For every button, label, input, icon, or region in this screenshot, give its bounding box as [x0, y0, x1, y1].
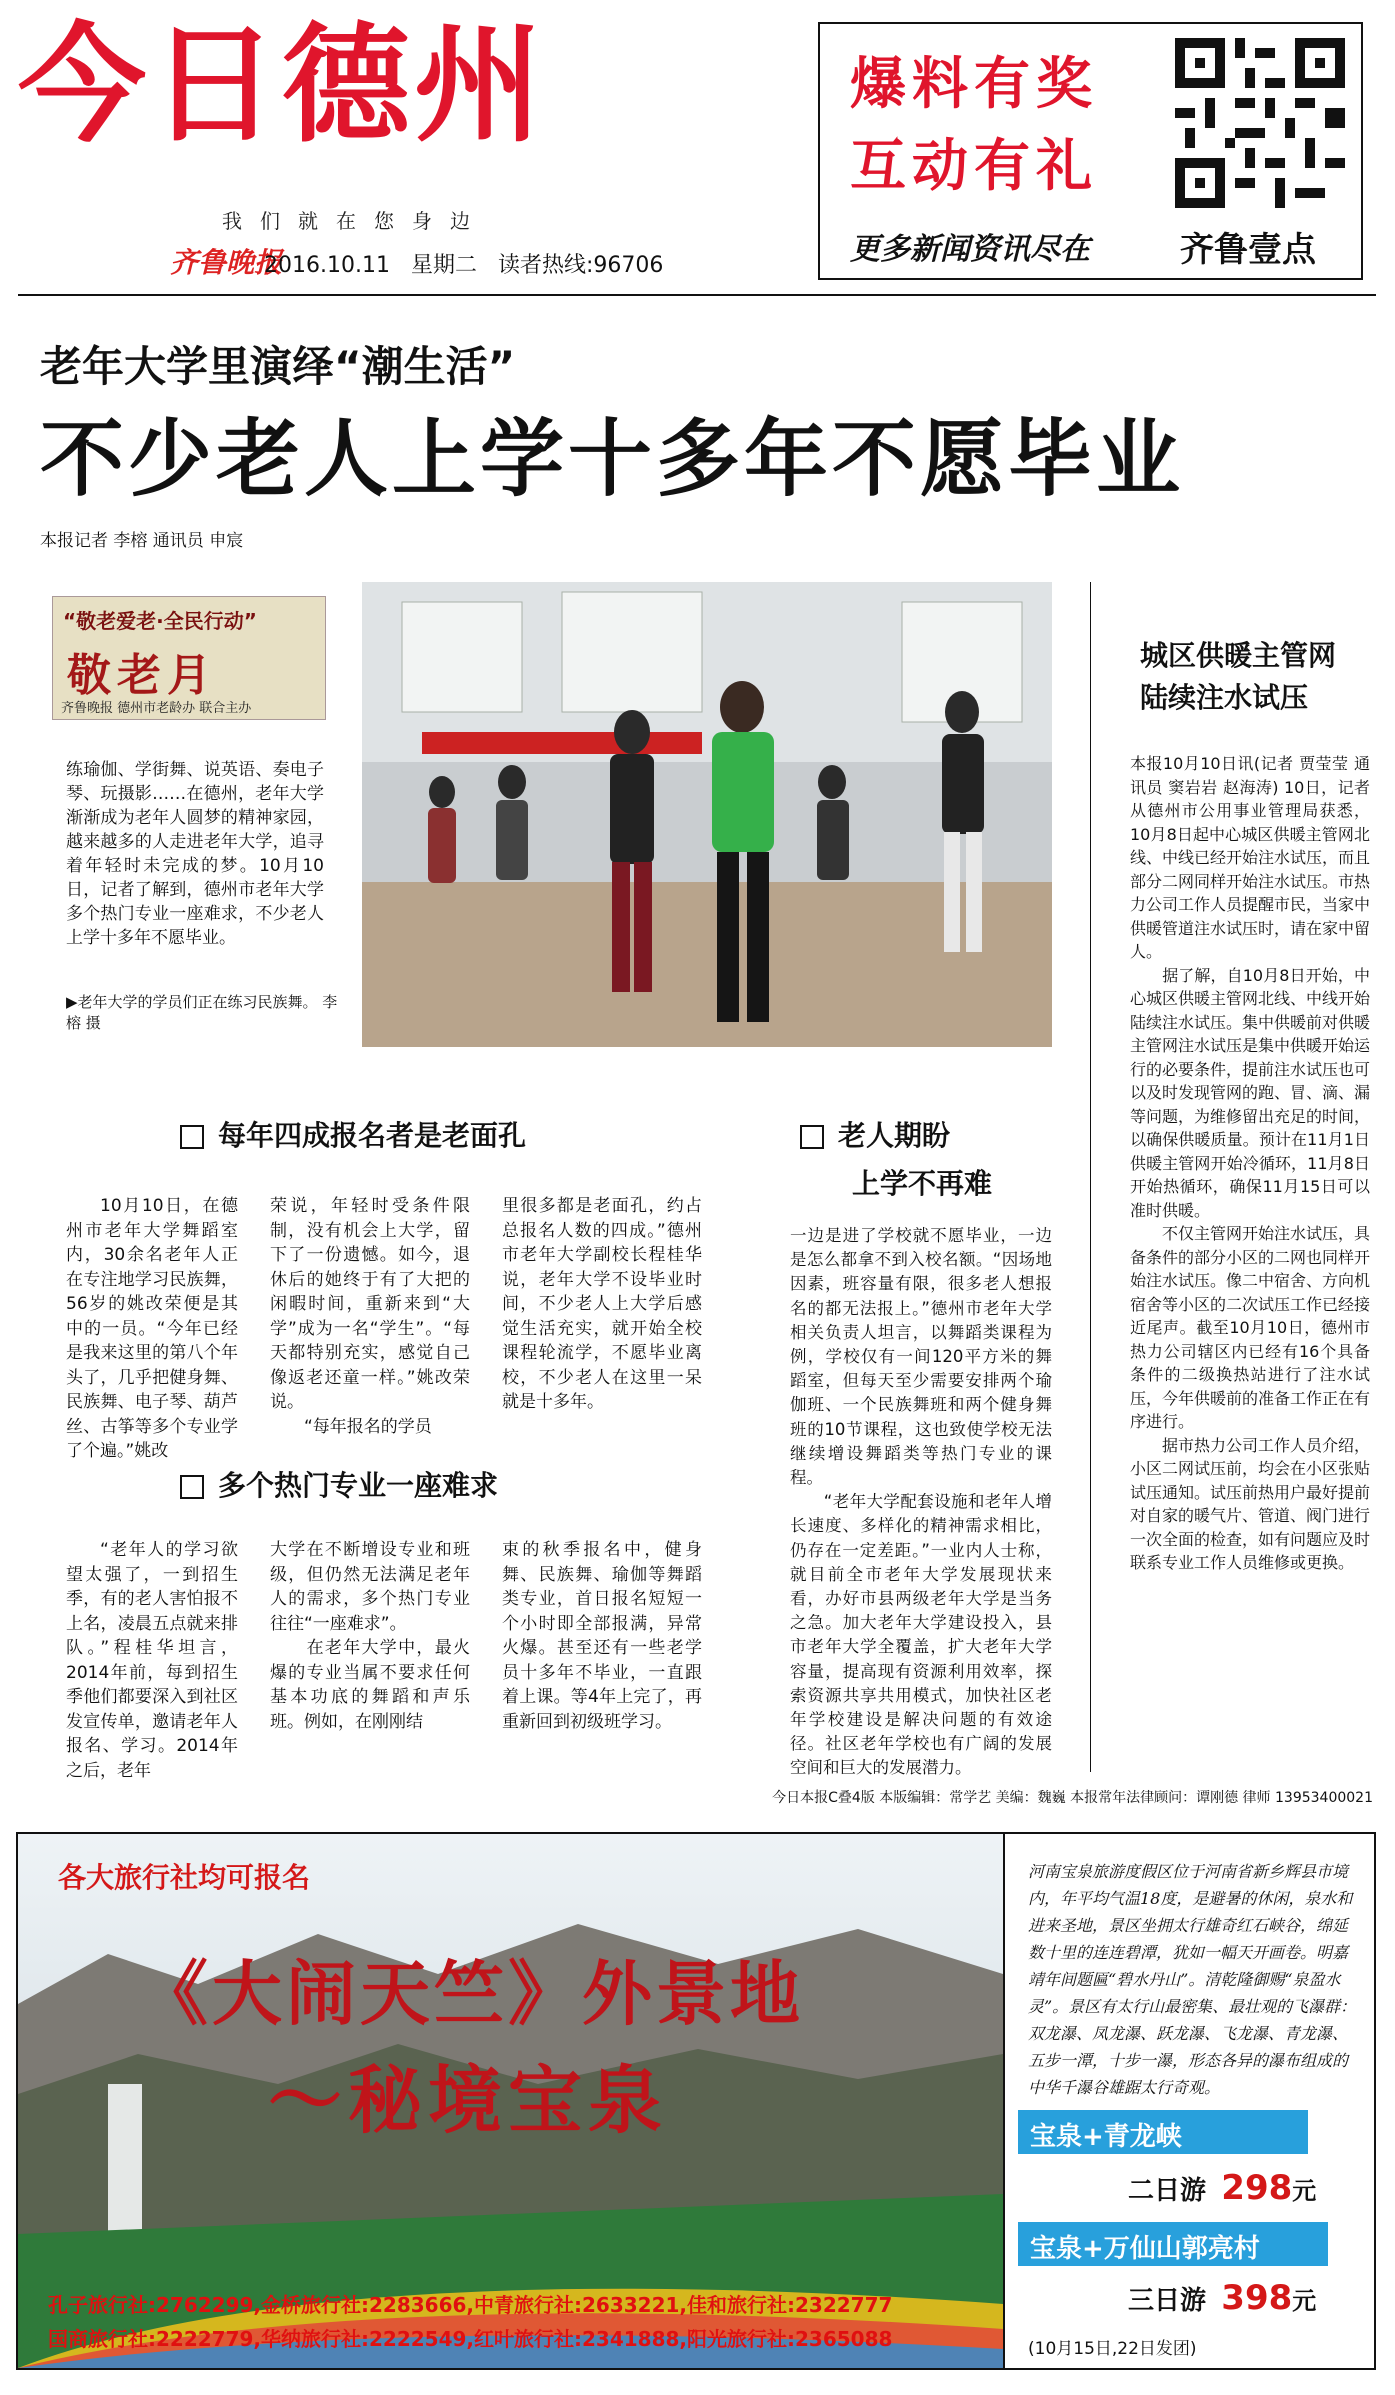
page-footer: 今日本报C叠4版 本版编辑：常学艺 美编：魏巍 本报常年法律顾问：谭刚德 律师 13953400021 [772, 1790, 1373, 1806]
side-headline-line-1: 城区供暖主管网 [1140, 639, 1337, 672]
article-headline: 不少老人上学十多年不愿毕业 [40, 410, 1185, 508]
section-1-col-3: 里很多都是老面孔，约占总报名人数的四成。”德州市老年大学副校长程桂华说，老年大学不设毕业时间，不少老人上大学后感觉生活充实，就开始全校课程轮流学，不愿毕业离校，不少老人在这里一呆就是十多年。 [502, 1196, 702, 1412]
section-3-body: 一边是进了学校就不愿毕业，一边是怎么都拿不到入校名额。“因场地因素，班容量有限，很多老人想报名的都无法报上。”德州市老年大学相关负责人坦言，以舞蹈类课程为例，学校仅有一间120平方米的舞蹈室，但每天至少需要安排两个瑜伽班、一个民族舞班和两个健身舞班的10节课程，这也致使学校无法继续增设舞蹈类等热门专业的课程。 “老年大学配套设施和老年人增长速度、多样化的精神需求相比，仍存在一定差距。”一业内人士称，就目前全市老年大学发展现状来看，办好市县两级老年大学是当务之急。加大老年大学建设投入，县市老年大学全覆盖，扩大老年大学容量，提高现有资源利用效率，探索资源共享共用模式，加快社区老年学校建设是解决问题的有效途径。社区老年学校也有广阔的发展空间和巨大的发展潜力。 [790, 1226, 1052, 1778]
tour-1-days: 二日游 [1128, 2176, 1207, 2206]
masthead-slogan: 我们就在您身边 [222, 209, 488, 233]
tour-2-name: 宝泉+万仙山郭亮村 [1030, 2234, 1260, 2264]
section-heading-3b: 上学不再难 [852, 1167, 993, 1200]
square-bullet-icon [180, 1125, 204, 1149]
section-heading-text: 每年四成报名者是老面孔 [218, 1119, 527, 1152]
side-headline [1140, 635, 1370, 719]
qr-code-icon[interactable] [1175, 38, 1345, 208]
promo-line-2: 互动有礼 [850, 134, 1098, 199]
masthead-title: 今日德州 [18, 11, 547, 160]
ad-top-line: 各大旅行社均可报名 [58, 1861, 311, 1894]
tour-1-name: 宝泉+青龙峡 [1030, 2122, 1182, 2152]
section-1-col-2: 荣说，年轻时受条件限制，没有机会上大学，留下了一份遗憾。如今，退休后的她终于有了大把的闲暇时间，重新来到“大学”成为一名“学生”。“每天都特别充实，感觉自己像返老还童一样。”姚改荣说。 “每年报名的学员 [270, 1196, 470, 1437]
tour-2-price: 398 [1221, 2278, 1293, 2318]
side-headline-line-2: 陆续注水试压 [1140, 681, 1309, 714]
badge-bottom: 齐鲁晚报 德州市老龄办 联合主办 [61, 701, 252, 716]
article-kicker: 老年大学里演绎“潮生活” [40, 342, 516, 391]
tour-1-price: 298 [1221, 2168, 1293, 2208]
section-heading-text: 多个热门专业一座难求 [218, 1469, 499, 1502]
tour-2-price-row [1128, 2278, 1316, 2318]
tour-1-unit: 元 [1292, 2177, 1317, 2205]
dance-class-photo [362, 582, 1052, 1047]
ad-title-1: 《大闹天竺》外景地 [138, 1953, 804, 2035]
header-rule [18, 294, 1376, 296]
article-lead: 练瑜伽、学街舞、说英语、奏电子琴、玩摄影……在德州，老年大学渐渐成为老年人圆梦的精神家园，越来越多的人走进老年大学，追寻着年轻时未完成的梦。10月10日，记者了解到，德州市老年大学多个热门专业一座难求，不少老人上学十多年不愿毕业。 [66, 760, 324, 948]
article-byline: 本报记者 李榕 通讯员 申宸 [40, 531, 244, 551]
side-article-body: 本报10月10日讯(记者 贾莹莹 通讯员 窦岩岩 赵海涛) 10日，记者从德州市公用事业管理局获悉，10月8日起中心城区供暖主管网北线、中线已经开始注水试压，而且部分二网同样开始注水试压。市热力公司工作人员提醒市民，当家中供暖管道注水试压时，请在家中留人。 据了解，自10月8日开始，中心城区供暖主管网北线、中线开始陆续注水试压。集中供暖前对供暖主管网注水试压是集中供暖开始运行的必要条件，提前注水试压也可以及时发现管网的跑、冒、滴、漏等问题，为维修留出充足的时间，以确保供暖质量。预计在11月1日供暖主管网开始冷循环，11月8日开始热循环，确保11月15日可以准时供暖。 不仅主管网开始注水试压，具备条件的部分小区的二网也同样开始注水试压。像二中宿舍、方向机宿舍等小区的二次试压工作已经接近尾声。截至10月10日，德州市热力公司辖区内已经有16个具备条件的二级换热站进行了注水试压，今年供暖前的准备工作正在有序进行。 据市热力公司工作人员介绍，小区二网试压前，均会在小区张贴试压通知。试压前热用户最好提前对自家的暖气片、管道、阀门进行一次全面的检查，如有问题应及时联系专业工作人员维修或更换。 [1130, 754, 1371, 1572]
brand-logo: 齐鲁晚报 [170, 246, 283, 279]
section-2-col-1: “老年人的学习欲望太强了，一到招生季，有的老人害怕报不上名，凌晨五点就来排队。”程桂华坦言，2014年前，每到招生季他们都要深入到社区发宣传单，邀请老年人报名、学习。2014年之后，老年 [66, 1540, 238, 1781]
square-bullet-icon [180, 1475, 204, 1499]
dateline [264, 248, 663, 279]
section-1-col-1: 10月10日，在德州市老年大学舞蹈室内，30余名老年人正在专注地学习民族舞，56岁的姚改荣便是其中的一员。“今年已经是我来这里的第八个年头了，几乎把健身舞、民族舞、电子琴、葫芦丝、古筝等多个专业学了个遍。”姚改 [66, 1196, 238, 1461]
respect-elderly-badge [52, 596, 326, 720]
travel-advertisement [16, 1832, 1376, 2370]
ad-divider [1003, 1834, 1005, 2368]
section-heading-1 [180, 1114, 526, 1154]
reader-hotline: 读者热线:96706 [497, 253, 664, 278]
agencies-line-2: 国商旅行社:2222779,华纳旅行社:2222549,红叶旅行社:2341888,阳光旅行社:2365088 [48, 2327, 893, 2351]
badge-main: 敬老月 [67, 650, 217, 701]
tour-1-band [1018, 2110, 1308, 2154]
issue-weekday: 星期二 [410, 253, 477, 278]
section-2-col-3: 束的秋季报名中，健身舞、民族舞、瑜伽等舞蹈类专业，首日报名短短一个小时即全部报满，异常火爆。甚至还有一些老学员十多年不毕业，一直跟着上课。等4年上完了，再重新回到初级班学习。 [502, 1540, 702, 1732]
ad-intro: 河南宝泉旅游度假区位于河南省新乡辉县市境内，年平均气温18度，是避暑的休闲，泉水和进来圣地，景区坐拥太行雄奇红石峡谷，绵延数十里的连连碧潭，犹如一幅天开画卷。明嘉靖年间题匾“碧水丹山”。清乾隆御赐“泉盈水灵”。景区有太行山最密集、最壮观的飞瀑群：双龙瀑、凤龙瀑、跃龙瀑、飞龙瀑、青龙瀑、五步一潭，十步一瀑，形态各异的瀑布组成的中华千瀑谷雄踞太行奇观。 [1028, 1862, 1357, 2097]
agencies-line-1: 孔子旅行社:2762299,金桥旅行社:2283666,中青旅行社:2633221,佳和旅行社:2322777 [48, 2293, 893, 2317]
square-bullet-icon [800, 1125, 824, 1149]
ad-title-2: ～秘境宝泉 [268, 2058, 668, 2144]
tour-2-unit: 元 [1292, 2287, 1317, 2315]
promo-line-1: 爆料有奖 [850, 52, 1098, 117]
tour-1-price-row [1128, 2168, 1316, 2208]
issue-date: 2016.10.11 [264, 253, 390, 278]
section-heading-2 [180, 1464, 498, 1504]
promo-tagline: 更多新闻资讯尽在 [850, 232, 1090, 267]
promo-logo: 齐鲁壹点 [1180, 230, 1316, 270]
tour-2-band [1018, 2222, 1328, 2266]
tour-2-days: 三日游 [1128, 2286, 1207, 2316]
departure-dates: (10月15日,22日发团) [1028, 2339, 1197, 2359]
column-divider [1090, 582, 1091, 1772]
ad-agencies [48, 2288, 892, 2356]
section-heading-text: 老人期盼 [838, 1119, 951, 1152]
badge-top: “敬老爱老·全民行动” [63, 609, 257, 633]
photo-caption: ▶老年大学的学员们正在练习民族舞。 李榕 摄 [66, 993, 338, 1032]
section-heading-3 [800, 1114, 950, 1154]
promo-box [818, 22, 1363, 280]
section-2-col-2: 大学在不断增设专业和班级，但仍然无法满足老年人的需求，多个热门专业往往“一座难求”。 在老年大学中，最火爆的专业当属不要求任何基本功底的舞蹈和声乐班。例如，在刚刚结 [270, 1540, 470, 1732]
